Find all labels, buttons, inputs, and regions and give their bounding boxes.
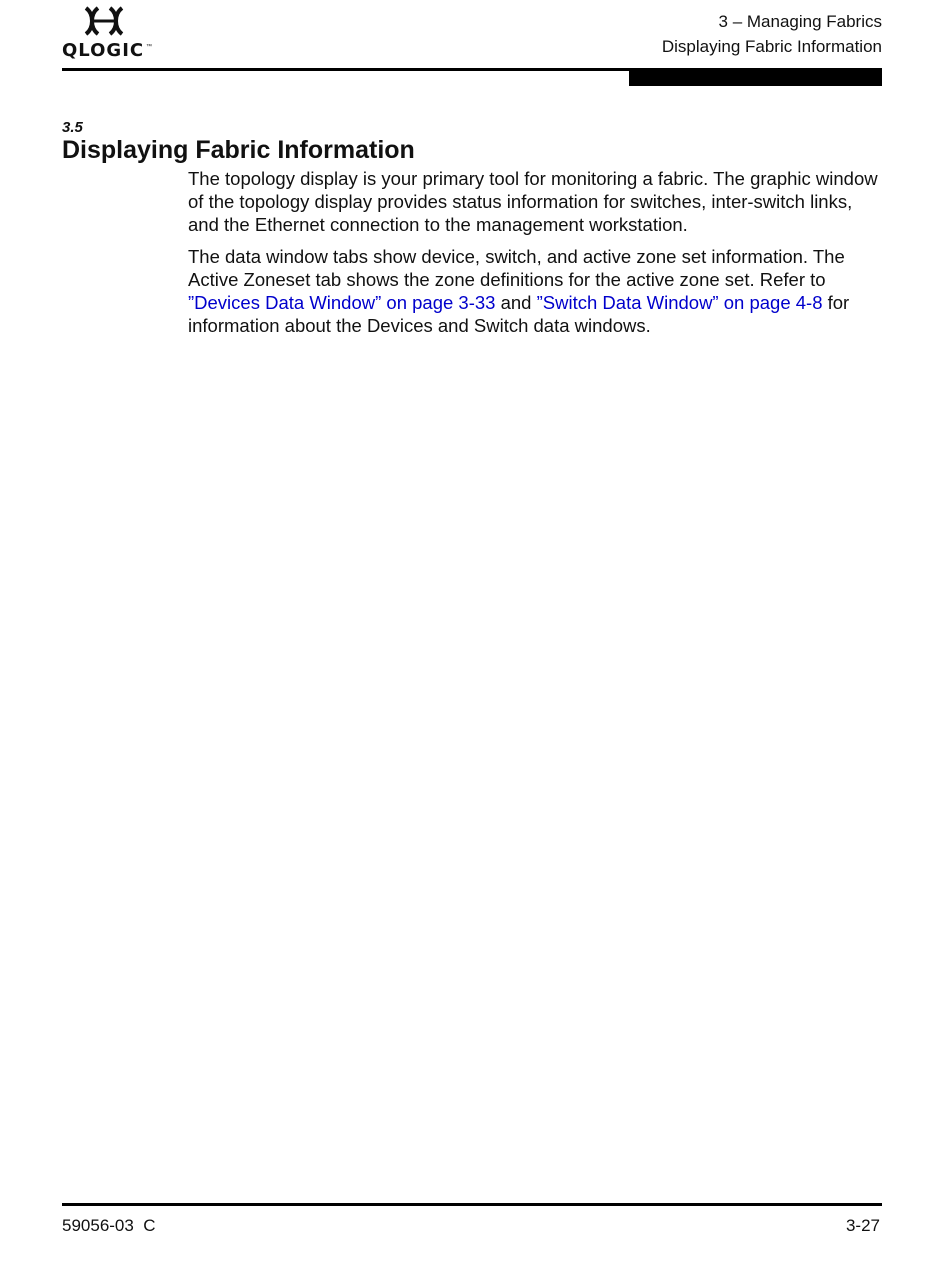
section-title: Displaying Fabric Information: [62, 136, 415, 164]
document-number: 59056-03 C: [62, 1216, 156, 1235]
body-content: [188, 167, 888, 346]
paragraph-topology: The topology display is your primary tool for monitoring a fabric. The graphic window of the topology display provides status information for switches, inter-switch links, and the Ethernet connection to the management workstation.: [188, 168, 878, 235]
qlogic-logo: [62, 6, 152, 60]
footer-rule: [62, 1203, 882, 1206]
header-chapter: 3 – Managing Fabrics: [718, 12, 882, 31]
qlogic-mark-icon: [82, 6, 126, 36]
section-number: 3.5: [62, 119, 83, 136]
logo-trademark: ™: [146, 44, 152, 50]
paragraph-text: for information about the Devices and Switch data windows.: [188, 292, 850, 336]
paragraph-text: and: [495, 292, 537, 313]
logo-wordmark: QLOGIC: [62, 40, 145, 61]
paragraph-data-window: [188, 245, 888, 337]
running-header: [662, 9, 882, 59]
header-tab-bar: [629, 68, 882, 86]
switch-data-window-link[interactable]: ”Switch Data Window” on page 4-8: [536, 292, 823, 313]
header-section: Displaying Fabric Information: [661, 37, 882, 56]
devices-data-window-link[interactable]: ”Devices Data Window” on page 3-33: [188, 292, 496, 313]
paragraph-text: The data window tabs show device, switch, and active zone set information. The Active Zoneset tab shows the zone definitions for the active zone set. Refer to: [188, 246, 845, 290]
page-number: 3-27: [845, 1216, 880, 1235]
